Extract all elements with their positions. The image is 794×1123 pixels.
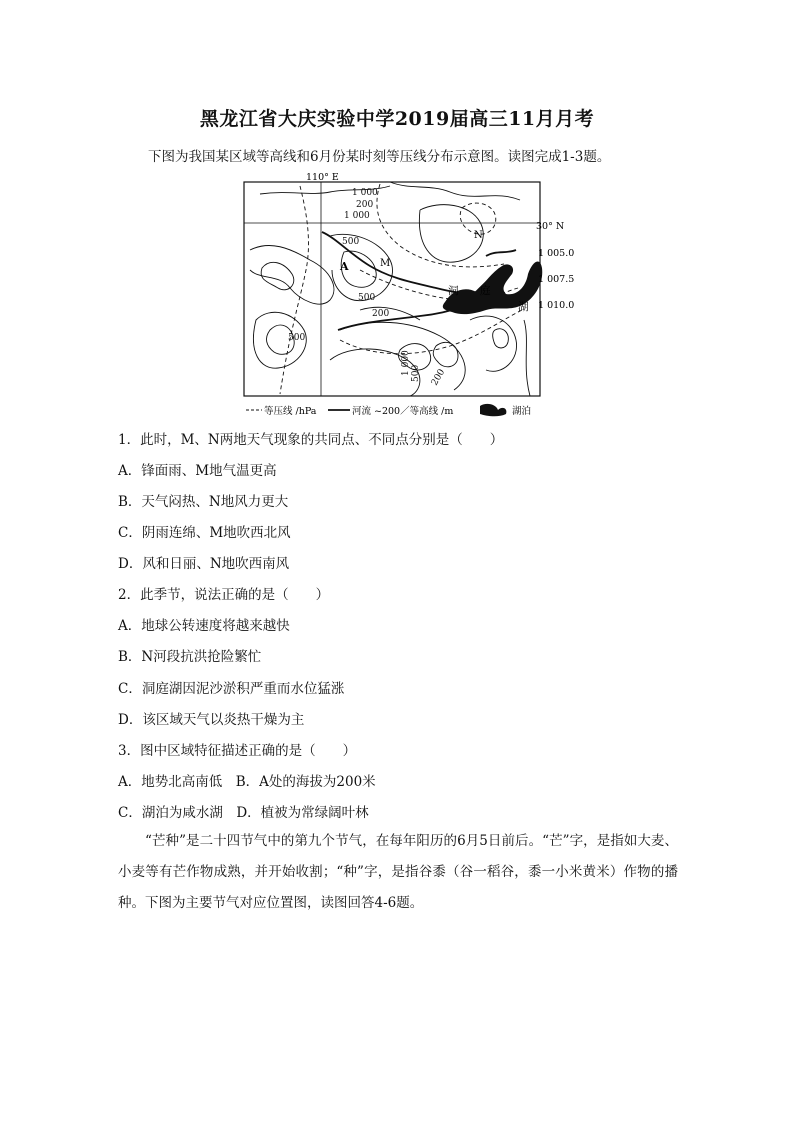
question-1-stem: 1．此时，M、N两地天气现象的共同点、不同点分别是（ ） bbox=[118, 432, 504, 448]
question-3-options-ab: A．地势北高南低 B．A处的海拔为200米 bbox=[118, 774, 376, 790]
question-1-option-b: B．天气闷热、N地风力更大 bbox=[118, 494, 289, 510]
lake-char: 洞 bbox=[448, 285, 459, 297]
contour-label: 500 bbox=[411, 364, 421, 382]
question-2-option-b: B．N河段抗洪抢险繁忙 bbox=[118, 649, 262, 665]
question-1-option-d: D．风和日丽、N地吹西南风 bbox=[118, 556, 290, 572]
figure-intro: 下图为我国某区域等高线和6月份某时刻等压线分布示意图。读图完成1-3题。 bbox=[148, 149, 611, 165]
contour-label: 200 bbox=[429, 367, 448, 388]
legend-lake: 湖泊 bbox=[512, 406, 532, 417]
map-legend bbox=[246, 404, 531, 417]
isobar-label: 1 007.5 bbox=[538, 274, 575, 285]
question-2-stem: 2．此季节，说法正确的是（ ） bbox=[118, 587, 330, 603]
page-title: 黑龙江省大庆实验中学2019届高三11月月考 bbox=[199, 108, 595, 130]
point-a-label: A bbox=[340, 260, 349, 273]
legend-isobar: 等压线 /hPa bbox=[264, 406, 317, 417]
question-1-option-c: C．阴雨连绵、M地吹西北风 bbox=[118, 525, 291, 541]
lake-char: 庭 bbox=[480, 285, 491, 297]
point-n-label: N bbox=[474, 230, 483, 241]
question-2-option-d: D．该区域天气以炎热干燥为主 bbox=[118, 712, 305, 728]
longitude-label: 110° E bbox=[306, 172, 339, 183]
contour-label: 1 000 bbox=[352, 188, 378, 198]
legend-river: 河流 bbox=[352, 406, 372, 417]
question-3-stem: 3．图中区域特征描述正确的是（ ） bbox=[118, 743, 357, 759]
latitude-label: 30° N bbox=[536, 221, 565, 232]
contour-label: 200 bbox=[372, 309, 390, 319]
isobar-label: 1 005.0 bbox=[538, 248, 575, 259]
isobar-label: 1 010.0 bbox=[538, 300, 575, 311]
contour-label: 500 bbox=[342, 237, 360, 247]
question-2-option-c: C．洞庭湖因泥沙淤积严重而水位猛涨 bbox=[118, 681, 345, 697]
question-3-options-cd: C．湖泊为咸水湖 D．植被为常绿阔叶林 bbox=[118, 805, 369, 821]
contour-isobar-map bbox=[240, 170, 580, 420]
point-m-label: M bbox=[380, 258, 391, 269]
question-1-option-a: A．锋面雨、M地气温更高 bbox=[118, 463, 277, 479]
contour-label: 500 bbox=[358, 293, 376, 303]
contour-label: 1 000 bbox=[401, 350, 411, 376]
contour-label: 500 bbox=[288, 333, 306, 343]
contour-label: 200 bbox=[356, 200, 374, 210]
question-2-option-a: A．地球公转速度将越来越快 bbox=[118, 618, 290, 634]
contour-label: 1 000 bbox=[344, 211, 370, 221]
legend-contour: ~200／等高线 /m bbox=[374, 406, 454, 417]
lake-char: 湖 bbox=[518, 301, 529, 313]
mangzhong-passage: “芒种”是二十四节气中的第九个节气，在每年阳历的6月5日前后。“芒”字，是指如大麦、小麦等有芒作物成熟，并开始收割；“种”字，是指谷黍（谷一稻谷，黍一小米黄米）作物的播种。下图为主要节气对应位置图，读图回答4-6题。 bbox=[118, 833, 678, 911]
